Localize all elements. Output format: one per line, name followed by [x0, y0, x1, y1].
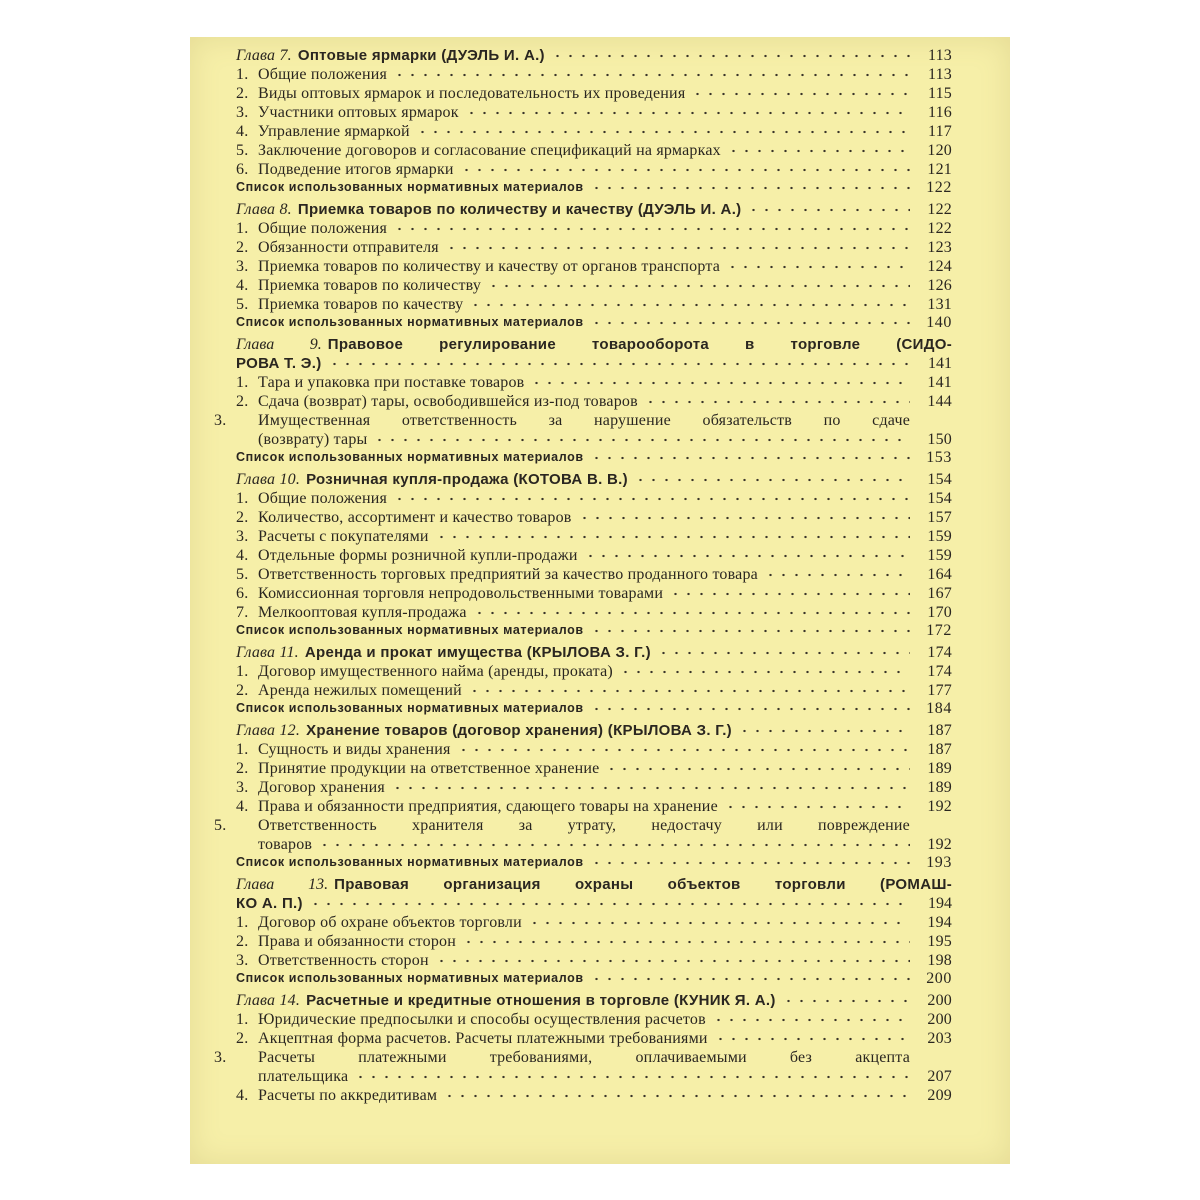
leader-dots	[530, 378, 910, 388]
item-title: Принятие продукции на ответственное хранение	[258, 760, 600, 777]
leader-dots	[435, 956, 910, 966]
page-number: 187	[927, 741, 952, 758]
page-number: 141	[927, 374, 952, 391]
item-number: 3.	[236, 952, 249, 969]
toc-item[interactable]	[236, 603, 952, 622]
item-number: 3.	[236, 258, 249, 275]
leader-dots	[465, 108, 910, 118]
leader-dots	[714, 1034, 910, 1044]
item-title-continued	[236, 1067, 952, 1086]
toc-references-row[interactable]	[236, 449, 952, 467]
toc-item[interactable]	[236, 103, 952, 122]
chapter-label: Глава 7.	[236, 47, 292, 64]
page-number: 117	[927, 123, 952, 140]
toc-item[interactable]	[236, 1010, 952, 1029]
leader-dots	[634, 475, 910, 485]
leader-dots	[416, 127, 910, 137]
item-title-continued-text: товаров	[258, 836, 313, 853]
references-title: Список использованных нормативных материалов	[236, 623, 584, 637]
leader-dots	[590, 858, 910, 868]
item-number: 3.	[236, 104, 249, 121]
item-number: 4.	[236, 1087, 249, 1104]
page-number: 153	[926, 449, 952, 466]
leader-dots	[462, 937, 910, 947]
page-number: 200	[926, 970, 952, 987]
chapter-heading	[236, 46, 545, 65]
toc-item[interactable]	[236, 238, 952, 257]
item-number: 5.	[236, 296, 249, 313]
page-number: 193	[926, 854, 952, 871]
chapter-title: Оптовые ярмарки (ДУЭЛЬ И. А.)	[297, 47, 545, 64]
page-number: 159	[927, 528, 952, 545]
page-number: 122	[926, 179, 952, 196]
leader-dots	[691, 89, 910, 99]
toc-item[interactable]	[236, 565, 952, 584]
toc-references-row[interactable]	[236, 700, 952, 718]
page-number: 164	[927, 566, 952, 583]
chapter-label: Глава 14.	[236, 992, 301, 1009]
page-number: 150	[927, 431, 952, 448]
toc-item[interactable]	[236, 527, 952, 546]
item-number: 1.	[236, 663, 249, 680]
toc-item[interactable]	[236, 257, 952, 276]
item-number: 1.	[236, 1011, 249, 1028]
toc-item[interactable]	[236, 219, 952, 238]
chapter-label: Глава 10.	[236, 471, 301, 488]
item-number: 1.	[236, 741, 249, 758]
toc-item[interactable]	[236, 662, 952, 681]
leader-dots	[373, 435, 910, 445]
toc-item[interactable]	[236, 913, 952, 932]
item-number: 2.	[236, 760, 249, 777]
item-number: 5.	[236, 142, 249, 159]
item-number: 3.	[236, 779, 249, 796]
item-title: Сдача (возврат) тары, освободившейся из-под товаров	[258, 393, 638, 410]
leader-dots	[393, 224, 910, 234]
page-number: 157	[927, 509, 952, 526]
chapter-title: Хранение товаров (договор хранения) (КРЫЛОВА З. Г.)	[306, 722, 732, 739]
chapter-title-continued: РОВА Т. Э.)	[236, 355, 322, 372]
chapter-heading-continued	[236, 894, 952, 913]
leader-dots	[724, 802, 910, 812]
item-title: Общие положения	[258, 490, 388, 507]
leader-dots	[712, 1015, 910, 1025]
item-number: 4.	[236, 798, 249, 815]
page-number: 189	[927, 760, 952, 777]
item-title: Отдельные формы розничной купли-продажи	[258, 547, 578, 564]
leader-dots	[393, 70, 910, 80]
toc-item[interactable]	[236, 65, 952, 84]
page-number: 200	[927, 1011, 952, 1028]
toc-references-row[interactable]	[236, 970, 952, 988]
leader-dots	[393, 494, 910, 504]
page-number: 200	[927, 992, 952, 1009]
item-title: Договор об охране объектов торговли	[258, 914, 522, 931]
item-number: 2.	[236, 682, 249, 699]
page-number: 194	[928, 895, 952, 912]
item-title-continued	[236, 835, 952, 854]
page-number: 192	[927, 836, 952, 853]
chapter-heading	[236, 470, 628, 489]
toc-chapter-row[interactable]	[236, 200, 952, 219]
item-title: Ответственность торговых предприятий за качество проданного товара	[258, 566, 758, 583]
item-title: Приемка товаров по количеству	[258, 277, 482, 294]
leader-dots	[605, 764, 910, 774]
references-title: Список использованных нормативных материалов	[236, 450, 584, 464]
toc-chapter-row[interactable]	[236, 335, 952, 373]
page-number: 122	[927, 201, 952, 218]
toc-chapter-row[interactable]	[236, 643, 952, 662]
page-number: 131	[927, 296, 952, 313]
item-number: 2.	[236, 1030, 249, 1047]
references-title: Список использованных нормативных материалов	[236, 315, 584, 329]
page-number: 177	[927, 682, 952, 699]
leader-dots	[445, 243, 910, 253]
leader-dots	[669, 589, 910, 599]
leader-dots	[443, 1091, 910, 1101]
toc-item[interactable]	[236, 681, 952, 700]
item-title: Подведение итогов ярмарки	[258, 161, 454, 178]
page-number: 189	[927, 779, 952, 796]
page-number: 172	[926, 622, 952, 639]
item-title: Участники оптовых ярмарок	[258, 104, 459, 121]
toc-chapter-row[interactable]	[236, 875, 952, 913]
leader-dots	[657, 648, 910, 658]
page-number: 198	[927, 952, 952, 969]
toc-chapter-row[interactable]	[236, 46, 952, 65]
toc-item[interactable]	[236, 759, 952, 778]
toc-item[interactable]	[236, 392, 952, 411]
item-title-continued-text: плательщика	[258, 1068, 349, 1085]
chapter-heading	[236, 991, 776, 1010]
leader-dots	[473, 608, 910, 618]
leader-dots	[738, 726, 910, 736]
chapter-label: Глава 8.	[236, 201, 292, 218]
leader-dots	[727, 146, 910, 156]
leader-dots	[328, 359, 911, 369]
item-number: 3.	[214, 412, 227, 429]
page-number: 159	[927, 547, 952, 564]
chapter-heading	[236, 875, 952, 894]
toc-references-row[interactable]	[236, 314, 952, 332]
leader-dots	[584, 551, 910, 561]
page-number: 203	[927, 1030, 952, 1047]
toc-item[interactable]	[236, 1086, 952, 1105]
page-number: 113	[927, 66, 952, 83]
leader-dots	[726, 262, 910, 272]
item-number: 4.	[236, 547, 249, 564]
toc-item[interactable]	[236, 276, 952, 295]
toc-chapter-row[interactable]	[236, 721, 952, 740]
toc-item[interactable]	[236, 1029, 952, 1048]
item-number: 2.	[236, 239, 249, 256]
item-title: Расчеты по аккредитивам	[258, 1087, 438, 1104]
item-title: Приемка товаров по качеству	[258, 296, 464, 313]
page-number: 115	[927, 85, 952, 102]
item-title: Мелкооптовая купля-продажа	[258, 604, 467, 621]
page-number: 174	[927, 663, 952, 680]
chapter-heading	[236, 643, 651, 662]
item-title: Сущность и виды хранения	[258, 741, 451, 758]
item-title-continued-text: (возврату) тары	[258, 431, 368, 448]
item-title: Права и обязанности сторон	[258, 933, 457, 950]
leader-dots	[590, 974, 910, 984]
item-title: Виды оптовых ярмарок и последовательность их проведения	[258, 85, 686, 102]
item-number: 2.	[236, 393, 249, 410]
item-title: Заключение договоров и согласование спецификаций на ярмарках	[258, 142, 721, 159]
item-title: Приемка товаров по количеству и качеству от органов транспорта	[258, 258, 721, 275]
chapter-label: Глава 13.	[236, 876, 329, 893]
page-number: 126	[927, 277, 952, 294]
toc-item[interactable]	[236, 295, 952, 314]
chapter-heading	[236, 200, 741, 219]
item-number: 1.	[236, 66, 249, 83]
chapter-title: Аренда и прокат имущества (КРЫЛОВА З. Г.)	[304, 644, 651, 661]
references-title: Список использованных нормативных материалов	[236, 855, 584, 869]
item-title: Договор хранения	[258, 779, 385, 796]
references-title: Список использованных нормативных материалов	[236, 701, 584, 715]
item-title: Имущественная ответственность за нарушение обязательств по сдаче	[258, 412, 910, 429]
chapter-title: Приемка товаров по количеству и качеству (ДУЭЛЬ И. А.)	[297, 201, 742, 218]
page-number: 122	[927, 220, 952, 237]
page-number: 194	[927, 914, 952, 931]
item-title: Количество, ассортимент и качество товаров	[258, 509, 572, 526]
chapter-heading	[236, 335, 952, 354]
page-number: 167	[927, 585, 952, 602]
chapter-label: Глава 9.	[236, 336, 322, 353]
chapter-title: Расчетные и кредитные отношения в торговле (КУНИК Я. А.)	[306, 992, 776, 1009]
item-title-line	[214, 1048, 952, 1067]
item-number: 6.	[236, 161, 249, 178]
item-title: Ответственность хранителя за утрату, недостачу или повреждение	[258, 817, 910, 834]
leader-dots	[468, 686, 910, 696]
leader-dots	[460, 165, 910, 175]
toc-item[interactable]	[236, 489, 952, 508]
book-page	[190, 37, 1010, 1164]
page-number: 187	[927, 722, 952, 739]
item-title: Обязанности отправителя	[258, 239, 439, 256]
item-number: 4.	[236, 123, 249, 140]
page-number: 154	[927, 490, 952, 507]
leader-dots	[782, 996, 910, 1006]
leader-dots	[764, 570, 910, 580]
toc-item[interactable]	[236, 373, 952, 392]
toc-references-row[interactable]	[236, 179, 952, 197]
leader-dots	[590, 626, 910, 636]
toc-item[interactable]	[214, 411, 952, 449]
leader-dots	[435, 532, 910, 542]
page-number: 120	[927, 142, 952, 159]
toc-item[interactable]	[214, 816, 952, 854]
item-title: Расчеты платежными требованиями, оплачиваемыми без акцепта	[258, 1049, 910, 1066]
leader-dots	[469, 300, 910, 310]
chapter-label: Глава 11.	[236, 644, 299, 661]
toc-item[interactable]	[236, 84, 952, 103]
toc-item[interactable]	[236, 797, 952, 816]
toc-item[interactable]	[236, 122, 952, 141]
toc-chapter-row[interactable]	[236, 991, 952, 1010]
toc-references-row[interactable]	[236, 854, 952, 872]
toc-item[interactable]	[236, 584, 952, 603]
item-title: Договор имущественного найма (аренды, проката)	[258, 663, 613, 680]
item-title: Тара и упаковка при поставке товаров	[258, 374, 525, 391]
references-title: Список использованных нормативных материалов	[236, 180, 584, 194]
leader-dots	[457, 745, 910, 755]
toc-item[interactable]	[236, 508, 952, 527]
item-title: Акцептная форма расчетов. Расчеты платежными требованиями	[258, 1030, 708, 1047]
item-number: 3.	[236, 528, 249, 545]
page-number: 174	[927, 644, 952, 661]
chapter-title-continued: КО А. П.)	[236, 895, 303, 912]
page-number: 195	[927, 933, 952, 950]
item-title: Общие положения	[258, 66, 388, 83]
item-number: 3.	[214, 1049, 227, 1066]
page-number: 141	[928, 355, 952, 372]
page-number: 184	[926, 700, 952, 717]
page-number: 154	[927, 471, 952, 488]
item-title: Управление ярмаркой	[258, 123, 410, 140]
item-title: Расчеты с покупателями	[258, 528, 429, 545]
chapter-title: Розничная купля-продажа (КОТОВА В. В.)	[306, 471, 628, 488]
page-number: 207	[927, 1068, 952, 1085]
item-title-continued	[236, 430, 952, 449]
leader-dots	[578, 513, 910, 523]
leader-dots	[487, 281, 910, 291]
item-number: 2.	[236, 933, 249, 950]
leader-dots	[391, 783, 910, 793]
item-number: 6.	[236, 585, 249, 602]
page-number: 192	[927, 798, 952, 815]
leader-dots	[590, 453, 910, 463]
item-number: 1.	[236, 490, 249, 507]
leader-dots	[590, 183, 910, 193]
leader-dots	[354, 1072, 910, 1082]
item-number: 1.	[236, 220, 249, 237]
toc-item[interactable]	[236, 778, 952, 797]
item-title: Комиссионная торговля непродовольственными товарами	[258, 585, 664, 602]
item-number: 2.	[236, 85, 249, 102]
chapter-heading	[236, 721, 732, 740]
references-title: Список использованных нормативных материалов	[236, 971, 584, 985]
toc-item[interactable]	[236, 546, 952, 565]
page-number: 121	[927, 161, 952, 178]
page-number: 209	[927, 1087, 952, 1104]
page-number: 124	[927, 258, 952, 275]
leader-dots	[551, 51, 910, 61]
item-title: Права и обязанности предприятия, сдающего товары на хранение	[258, 798, 718, 815]
chapter-title: Правовое регулирование товарооборота в торговле (СИДО-	[327, 336, 952, 353]
item-title: Аренда нежилых помещений	[258, 682, 462, 699]
leader-dots	[318, 840, 910, 850]
page-number: 140	[926, 314, 952, 331]
toc-item[interactable]	[236, 932, 952, 951]
item-number: 2.	[236, 509, 249, 526]
leader-dots	[590, 318, 910, 328]
toc-references-row[interactable]	[236, 622, 952, 640]
leader-dots	[644, 397, 910, 407]
toc-item[interactable]	[214, 1048, 952, 1086]
table-of-contents	[214, 43, 952, 1105]
page-number: 144	[927, 393, 952, 410]
item-number: 7.	[236, 604, 249, 621]
leader-dots	[590, 704, 910, 714]
leader-dots	[528, 918, 910, 928]
toc-item[interactable]	[236, 160, 952, 179]
toc-chapter-row[interactable]	[236, 470, 952, 489]
leader-dots	[747, 205, 910, 215]
item-number: 4.	[236, 277, 249, 294]
chapter-label: Глава 12.	[236, 722, 301, 739]
chapter-heading-continued	[236, 354, 952, 373]
page-number: 123	[927, 239, 952, 256]
chapter-title: Правовая организация охраны объектов торговли (РОМАШ-	[334, 876, 952, 893]
toc-item[interactable]	[236, 951, 952, 970]
toc-item[interactable]	[236, 740, 952, 759]
item-title: Общие положения	[258, 220, 388, 237]
item-title-line	[214, 411, 952, 430]
page-number: 113	[927, 47, 952, 64]
item-number: 5.	[236, 566, 249, 583]
item-title-line	[214, 816, 952, 835]
item-number: 1.	[236, 374, 249, 391]
item-title: Юридические предпосылки и способы осуществления расчетов	[258, 1011, 706, 1028]
leader-dots	[309, 899, 910, 909]
toc-item[interactable]	[236, 141, 952, 160]
item-number: 5.	[214, 817, 227, 834]
page-number: 116	[927, 104, 952, 121]
item-title: Ответственность сторон	[258, 952, 429, 969]
page-number: 170	[927, 604, 952, 621]
item-number: 1.	[236, 914, 249, 931]
leader-dots	[619, 667, 910, 677]
